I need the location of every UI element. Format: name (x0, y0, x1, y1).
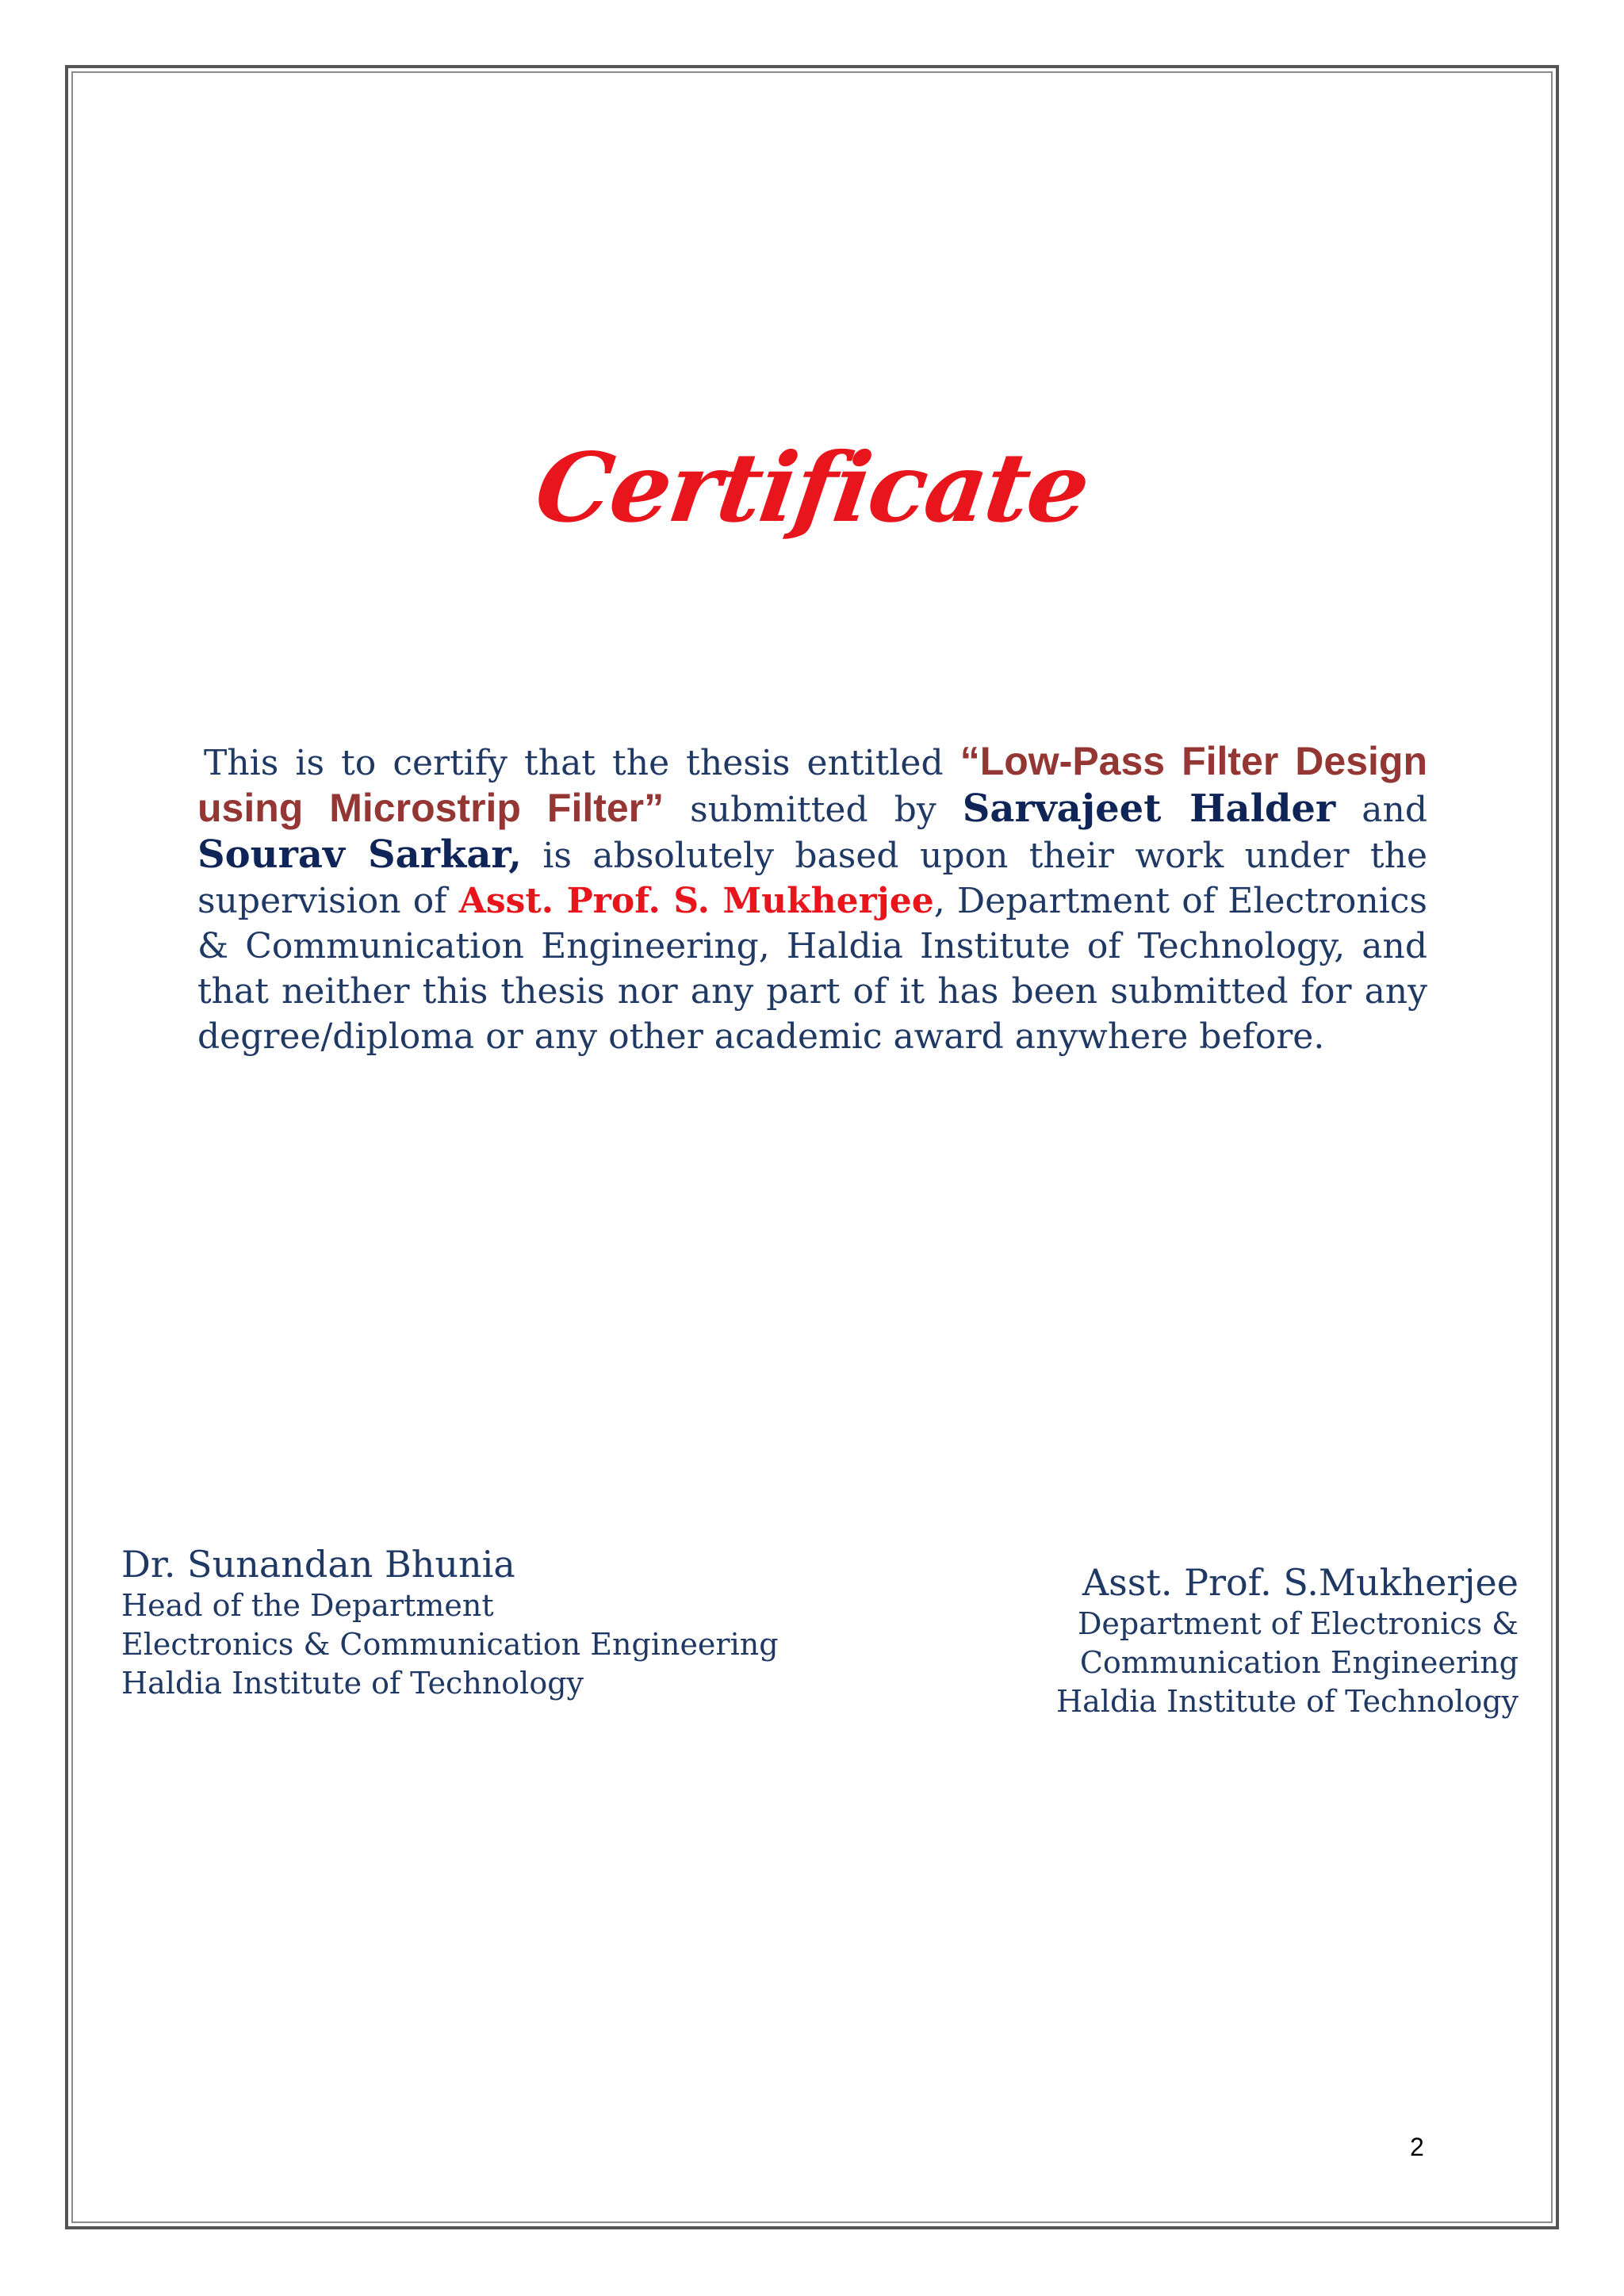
signatory-right (805, 1560, 1519, 1721)
author-name-1: Sarvajeet Halder (962, 786, 1336, 831)
certificate-body (197, 739, 1427, 1059)
supervisor-name: Asst. Prof. S. Mukherjee (458, 881, 934, 921)
body-middle: is absolutely based upon their work under the supervision of (197, 836, 1427, 921)
signatory-right-line: Communication Engineering (1079, 1645, 1519, 1680)
author-name-2: Sourav Sarkar, (197, 832, 522, 877)
signatory-left-line: Electronics & Communication Engineering (121, 1627, 779, 1662)
thesis-title: “Low-Pass Filter Design using Microstrip Filter” (197, 739, 1427, 830)
signatory-left-line: Haldia Institute of Technology (121, 1666, 584, 1701)
body-and: and (1335, 790, 1427, 830)
signatory-left (121, 1542, 835, 1703)
body-intro: This is to certify that the thesis entitled (204, 743, 960, 783)
certificate-title: Certificate (529, 432, 1095, 544)
page-border-inner (71, 71, 1553, 2223)
signatory-right-line: Haldia Institute of Technology (1056, 1684, 1519, 1719)
signatory-right-name: Asst. Prof. S.Mukherjee (1082, 1561, 1519, 1604)
signatory-left-name: Dr. Sunandan Bhunia (121, 1543, 515, 1586)
signatory-left-line: Head of the Department (121, 1588, 494, 1623)
signatory-right-line: Department of Electronics & (1077, 1606, 1519, 1641)
body-submitted-by: submitted by (664, 790, 963, 830)
page-number: 2 (1410, 2133, 1424, 2161)
body-ending: , Department of Electronics & Communication Engineering, Haldia Institute of Technology, and that neither this thesis nor any part of it has been submitted for any degree/diploma or any other academic award anywhere before. (197, 881, 1427, 1057)
